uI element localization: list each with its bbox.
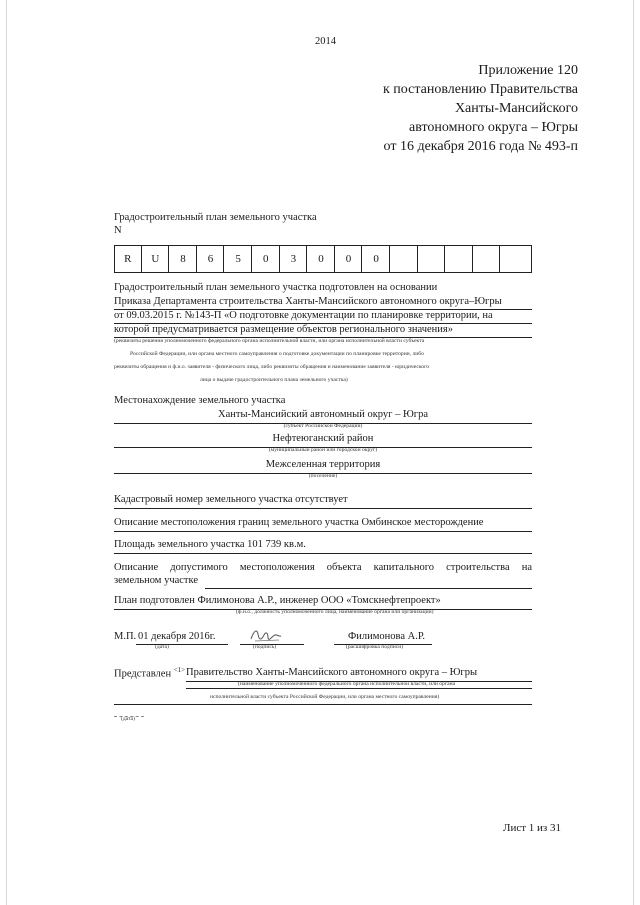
plan-number-grid [114,245,532,273]
basis-note-3: реквизиты обращения и ф.и.о. заявителя - физического лица, либо реквизиты обращения и наименование заявителя - юридического [114,364,430,370]
area-underline [114,553,532,554]
basis-line-3: от 09.03.2015 г. №143-П «О подготовке документации по планировке территории, на [114,310,493,321]
plan-number-label: N [114,225,122,236]
placement-line-1: Описание допустимого местоположения объекта капитального строительства на [114,562,532,573]
plan-number-cell: 0 [253,246,280,272]
signature-sign-note: (подпись) [253,644,277,650]
presented-underline-2 [186,688,532,689]
basis-note-2: Российской Федерации, или органа местного самоуправления о подготовке документации по планировке территории, либо [130,351,424,357]
location-label: Местонахождение земельного участка [114,395,286,406]
placement-underline [205,588,532,589]
presented-label-text: Представлен [114,668,172,680]
borders-underline [114,531,532,532]
presented-organization: Правительство Ханты-Мансийского автономного округа – Югры [186,667,478,678]
plan-number-cell: 0 [363,246,390,272]
placement-line-2: земельном участке [114,575,199,586]
basis-line-1: Градостроительный план земельного участка подготовлен на основании [114,282,438,293]
borders-description: Описание местоположения границ земельного участка Омбинское месторождение [114,517,484,528]
plan-number-cell: 5 [225,246,252,272]
plan-number-cell [474,246,501,272]
presented-note-1: (наименование уполномоченного федерального органа исполнительной власти, или органа [238,681,456,687]
cadastral-number: Кадастровый номер земельного участка отсутствует [114,494,348,505]
plan-number-cell: 3 [281,246,308,272]
seal-mark: М.П. [114,631,137,642]
plan-number-cell [391,246,418,272]
presented-underline-3 [114,704,532,705]
page-number: 2014 [315,36,336,47]
location-district-note: (муниципальный район или городской округ) [268,447,378,453]
signature-date-underline [136,644,228,645]
plan-number-cell: 0 [308,246,335,272]
signature-date: 01 декабря 2016г. [138,631,216,642]
presented-footnote-ref: <1> [173,666,186,674]
annex-line-2: к постановлению Правительства [382,82,578,97]
plan-number-cell: 6 [198,246,225,272]
location-district: Нефтеюганский район [272,433,374,444]
handwritten-signature [249,627,283,645]
annex-line-4: автономного округа – Югры [409,120,578,135]
annex-line-3: Ханты-Мансийского [454,101,578,116]
signatory-name: Филимонова А.Р. [348,631,426,642]
location-subject: Ханты-Мансийский автономный округ – Югра [218,409,428,420]
plan-number-cell: U [143,246,170,272]
annex-line-1: Приложение 120 [478,63,578,78]
prepared-by: План подготовлен Филимонова А.Р., инженер ООО «Томскнефтепроект» [114,595,441,606]
scan-edge-right [633,0,634,905]
plan-title: Градостроительный план земельного участка [114,212,317,223]
location-settlement-note: (поселение) [308,473,338,479]
presented-note-2: исполнительной власти субъекта Российской Федерации, или органа местного самоуправления) [210,694,440,700]
plan-number-cell [501,246,528,272]
location-subject-note: (субъект Российской Федерации) [283,423,363,429]
basis-note-4: лица о выдаче градостроительного плана земельного участка) [200,377,348,383]
plan-number-cell [419,246,446,272]
basis-note-1: (реквизиты решения уполномоченного федерального органа исполнительной власти, или органа исполнительной власти субъекта [114,338,425,344]
cadastral-underline [114,508,532,509]
plan-number-cell: 8 [170,246,197,272]
basis-line-2: Приказа Департамента строительства Ханты-Мансийского автономного округа–Югры [114,296,502,307]
annex-line-5: от 16 декабря 2016 года № 493-п [383,139,578,154]
signatory-name-note: (расшифровка подписи) [346,644,404,650]
plan-number-cell: R [115,246,142,272]
plan-number-cell [446,246,473,272]
presented-date-note: (дата) [121,716,135,722]
basis-line-4: которой предусматривается размещение объектов регионального значения» [114,324,453,335]
presented-label [114,666,185,680]
prepared-note: (ф.и.о., должность уполномоченного лица, наименование органа или организации) [236,609,434,615]
scan-edge-left [6,0,7,905]
plan-number-cell: 0 [336,246,363,272]
annex-block [383,61,578,156]
sheet-counter: Лист 1 из 31 [503,822,562,834]
location-settlement: Межселенная территория [265,459,381,470]
land-area: Площадь земельного участка 101 739 кв.м. [114,539,306,550]
signature-date-note: (дата) [155,644,169,650]
